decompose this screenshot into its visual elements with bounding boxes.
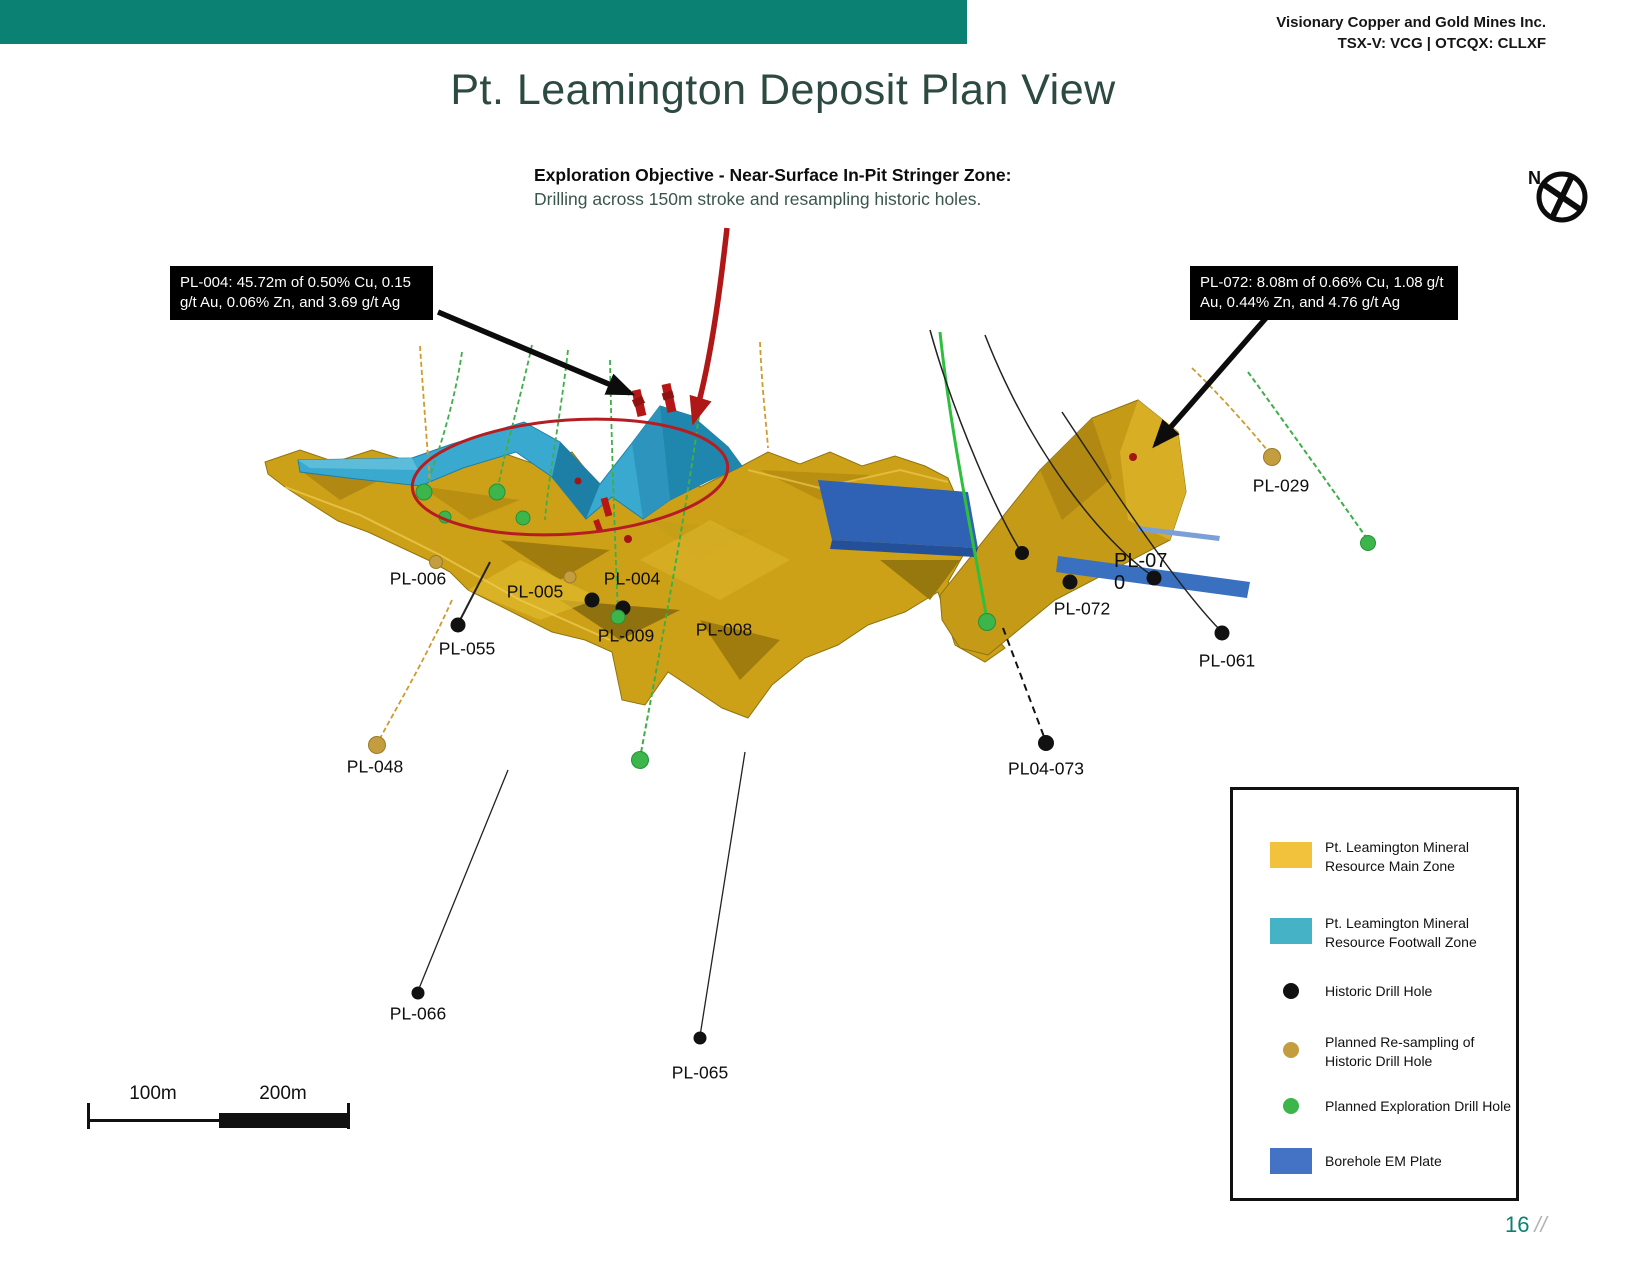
drill-hole-label-pl04-073: PL04-073 (1008, 758, 1084, 779)
drill-hole-label-pl-008: PL-008 (695, 619, 753, 640)
drill-hole-label-pl-061: PL-061 (1198, 650, 1256, 671)
resampling-hole-dot (1283, 1042, 1299, 1058)
legend-box: Pt. Leamington Mineral Resource Main Zone Pt. Leamington Mineral Resource Footwall Zone Historic Drill Hole Planned Re-sampling of Historic Drill Hole Planned Exploration Drill Hole Borehole EM Plate (1230, 787, 1519, 1201)
drill-hole-label-pl-005: PL-005 (506, 581, 564, 602)
drill-hole-label-pl-066: PL-066 (389, 1003, 447, 1024)
drill-hole-label-pl-065: PL-065 (671, 1062, 729, 1083)
scale-label-100m: 100m (129, 1083, 177, 1104)
callout-right-arrow (1156, 318, 1266, 444)
objective-heading: Exploration Objective - Near-Surface In-Pit Stringer Zone: (534, 165, 1012, 185)
footwall-zone-swatch (1270, 918, 1312, 944)
historic-hole-dot (1283, 983, 1299, 999)
page-number-value: 16 (1505, 1212, 1530, 1237)
north-arrow-icon (1528, 168, 1585, 220)
scale-label-200m: 200m (259, 1083, 307, 1104)
callout-pl-004: PL-004: 45.72m of 0.50% Cu, 0.15 g/t Au, 0.06% Zn, and 3.69 g/t Ag (170, 266, 433, 320)
drill-hole-label-pl-006: PL-006 (389, 568, 447, 589)
drill-hole-label-pl-070: PL-070 (1114, 550, 1168, 594)
callout-pl-072: PL-072: 8.08m of 0.66% Cu, 1.08 g/t Au, 0.44% Zn, and 4.76 g/t Ag (1190, 266, 1458, 320)
drill-hole-label-pl-004: PL-004 (603, 568, 661, 589)
scale-bar-right-tick (347, 1103, 350, 1129)
drill-hole-label-pl-055: PL-055 (438, 638, 496, 659)
drill-hole-label-pl-029: PL-029 (1252, 475, 1310, 496)
page-title: Pt. Leamington Deposit Plan View (450, 66, 1116, 114)
scale-bar-second-segment (219, 1113, 349, 1128)
ticker-line: TSX-V: VCG | OTCQX: CLLXF (1337, 35, 1546, 52)
main-zone-swatch (1270, 842, 1312, 868)
scale-bar-first-segment (89, 1119, 219, 1122)
scale-bar-left-tick (87, 1103, 90, 1129)
objective-body: Drilling across 150m stroke and resampling historic holes. (534, 189, 982, 209)
page-number-divider: // (1534, 1212, 1547, 1237)
callout-left-arrow (438, 312, 630, 393)
company-name: Visionary Copper and Gold Mines Inc. (1276, 14, 1546, 31)
drill-hole-label-pl-048: PL-048 (346, 756, 404, 777)
em-plate-swatch (1270, 1148, 1312, 1174)
page-number (1505, 1212, 1547, 1238)
objective-red-arrow (694, 228, 727, 420)
drill-hole-label-pl-009: PL-009 (597, 625, 655, 646)
north-label: N (1528, 168, 1541, 188)
exploration-hole-dot (1283, 1098, 1299, 1114)
drill-hole-label-pl-072: PL-072 (1053, 598, 1111, 619)
